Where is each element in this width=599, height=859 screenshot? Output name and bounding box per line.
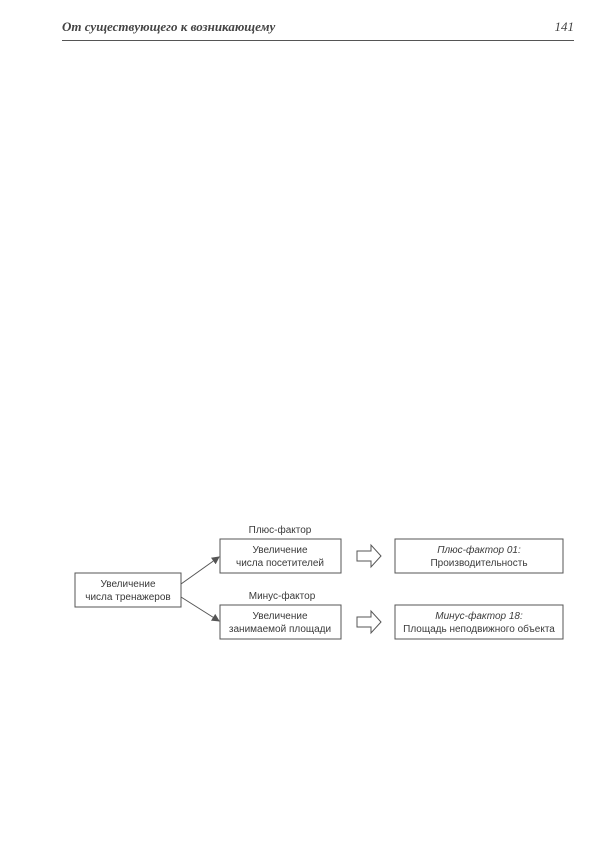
source-node xyxy=(75,573,181,607)
plus-result-node xyxy=(395,539,563,573)
plus-effect-line1: Увеличение xyxy=(252,545,308,556)
minus-branch-arrow xyxy=(181,597,219,621)
plus-result-line1: Плюс-фактор 01: xyxy=(437,545,521,556)
header-title: От существующего к возникающему xyxy=(62,19,276,34)
plus-result-arrow xyxy=(357,545,381,567)
plus-result-line2: Производительность xyxy=(430,558,528,569)
minus-result-arrow xyxy=(357,611,381,633)
minus-result-node xyxy=(395,605,563,639)
source-line2: числа тренажеров xyxy=(85,592,171,603)
plus-effect-line2: числа посетителей xyxy=(235,558,325,569)
minus-effect-node xyxy=(220,605,341,639)
source-line1: Увеличение xyxy=(100,579,156,590)
minus-effect-line2: занимаемой площади xyxy=(228,624,332,635)
plus-effect-node xyxy=(220,539,341,573)
minus-result-line1: Минус-фактор 18: xyxy=(435,611,523,622)
minus-effect-line1: Увеличение xyxy=(252,611,308,622)
minus-result-line2: Площадь неподвижного объекта xyxy=(403,624,555,635)
minus-factor-label: Минус-фактор xyxy=(248,591,316,602)
plus-branch-arrow xyxy=(181,557,219,584)
page-number: 141 xyxy=(554,19,574,34)
plus-factor-label: Плюс-фактор xyxy=(248,525,312,536)
